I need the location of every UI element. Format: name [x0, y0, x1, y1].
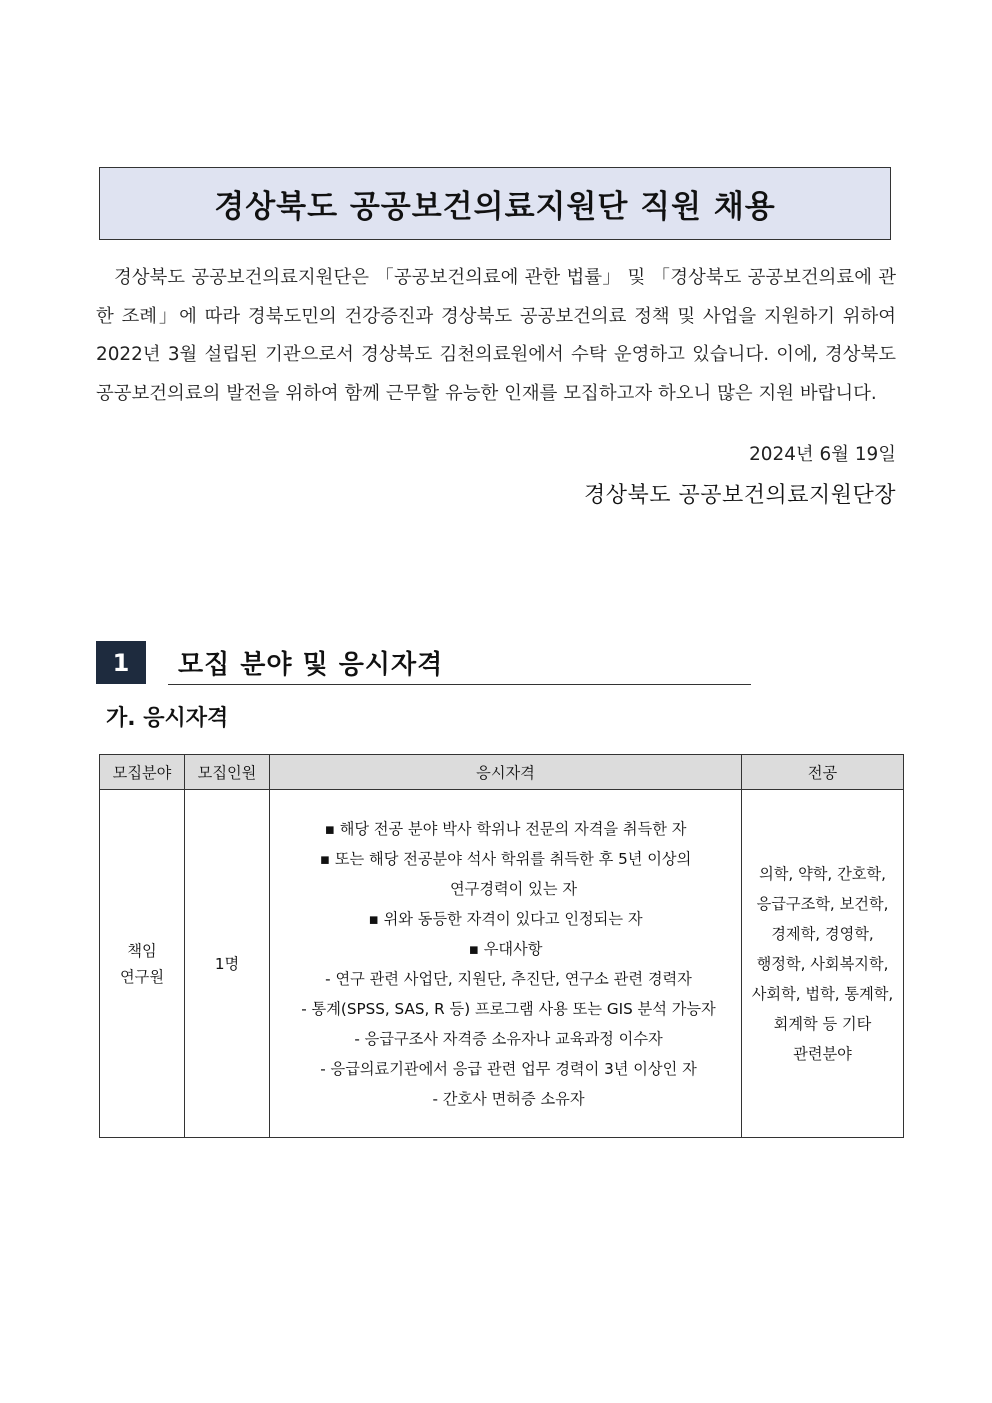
- major-line: 회계학 등 기타: [773, 1014, 872, 1033]
- preferred-item: - 간호사 면허증 소유자: [432, 1089, 585, 1108]
- field-line-2: 연구원: [119, 967, 164, 986]
- table-header-row: [100, 755, 904, 790]
- table-row: [100, 790, 904, 1138]
- major-line: 관련분야: [793, 1044, 852, 1063]
- cell-qualifications: [270, 790, 742, 1138]
- header-field: 모집분야: [100, 755, 185, 790]
- section-divider: [168, 684, 751, 685]
- qualification-table: [99, 754, 904, 1138]
- qualification-item: ▪ 또는 해당 전공분야 석사 학위를 취득한 후 5년 이상의: [319, 849, 692, 868]
- qualification-item: ▪ 우대사항: [468, 939, 543, 958]
- signer: 경상북도 공공보건의료지원단장: [583, 483, 896, 508]
- major-line: 응급구조학, 보건학,: [756, 894, 889, 913]
- intro-paragraph: [96, 259, 896, 413]
- major-line: 경제학, 경영학,: [771, 924, 874, 943]
- cell-majors: [742, 790, 904, 1138]
- field-line-1: 책임: [127, 941, 157, 960]
- section-number: 1: [96, 641, 146, 684]
- header-count: 모집인원: [185, 755, 270, 790]
- announcement-date: 2024년 6월 19일: [749, 444, 896, 465]
- qualification-item: ▪ 해당 전공 분야 박사 학위나 전문의 자격을 취득한 자: [324, 819, 687, 838]
- subsection-title: 가. 응시자격: [106, 706, 229, 731]
- major-line: 행정학, 사회복지학,: [756, 954, 889, 973]
- major-line: 의학, 약학, 간호학,: [759, 864, 886, 883]
- qualification-item: ▪ 위와 동등한 자격이 있다고 인정되는 자: [368, 909, 643, 928]
- major-line: 사회학, 법학, 통계학,: [751, 984, 894, 1003]
- qualification-item: 연구경력이 있는 자: [449, 879, 578, 898]
- section-title: 모집 분야 및 응시자격: [178, 650, 444, 680]
- cell-count: 1명: [185, 790, 270, 1138]
- header-qualification: 응시자격: [270, 755, 742, 790]
- page-title: 경상북도 공공보건의료지원단 직원 채용: [99, 167, 891, 240]
- intro-text: 경상북도 공공보건의료지원단은 「공공보건의료에 관한 법률」 및 「경상북도 공공보건의료에 관한 조례」에 따라 경북도민의 건강증진과 경상북도 공공보건의료 정책 및 사업을 지원하기 위하여 2022년 3월 설립된 기관으로서 경상북도 김천의료원에서 수탁 운영하고 있습니다. 이에, 경상북도 공공보건의료의 발전을 위하여 함께 근무할 유능한 인재를 모집하고자 하오니 많은 지원 바랍니다.: [96, 267, 896, 404]
- cell-field: [100, 790, 185, 1138]
- preferred-item: - 응급의료기관에서 응급 관련 업무 경력이 3년 이상인 자: [320, 1059, 697, 1078]
- preferred-item: - 응급구조사 자격증 소유자나 교육과정 이수자: [354, 1029, 663, 1048]
- preferred-item: - 연구 관련 사업단, 지원단, 추진단, 연구소 관련 경력자: [325, 969, 692, 988]
- preferred-item: - 통계(SPSS, SAS, R 등) 프로그램 사용 또는 GIS 분석 가능자: [301, 999, 716, 1018]
- header-major: 전공: [742, 755, 904, 790]
